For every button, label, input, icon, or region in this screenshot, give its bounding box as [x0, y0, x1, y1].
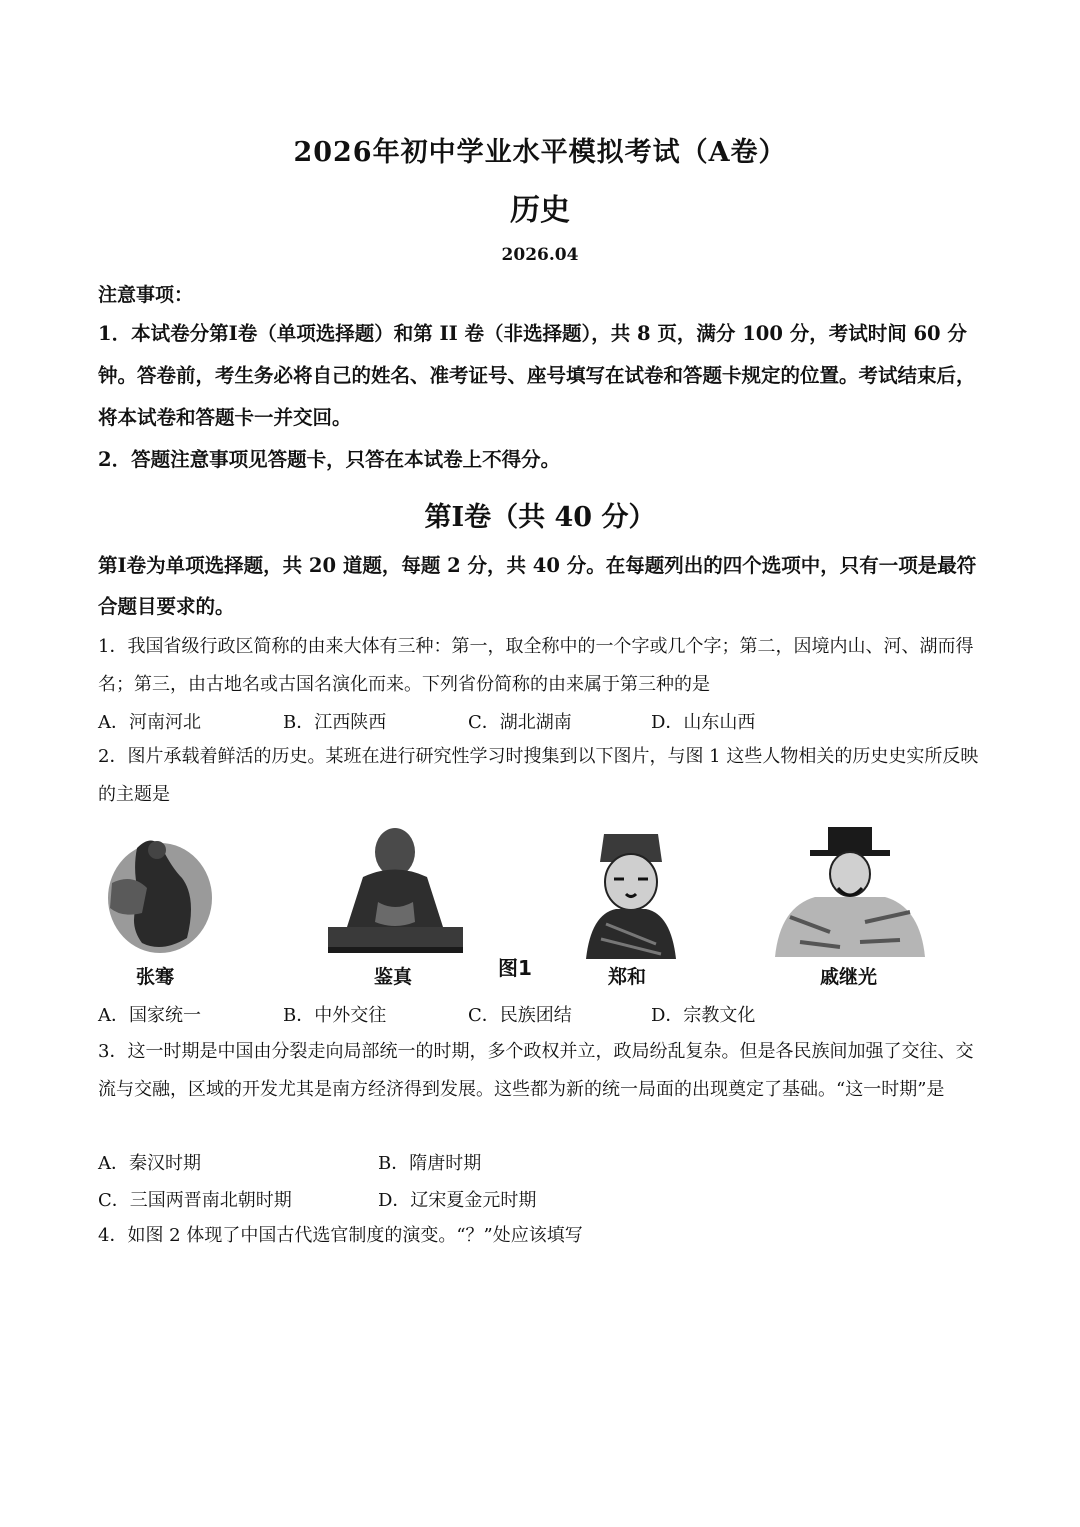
question-2-option-d: D．宗教文化	[651, 1005, 756, 1026]
question-1-option-b: B．江西陕西	[283, 712, 387, 733]
question-1-option-c: C．湖北湖南	[468, 712, 572, 733]
question-3-option-a: A．秦汉时期	[98, 1153, 201, 1174]
question-3-option-d: D．辽宋夏金元时期	[378, 1190, 537, 1211]
question-2-option-a: A．国家统一	[98, 1005, 201, 1026]
section-1-intro: 第Ⅰ卷为单项选择题，共 20 道题，每题 2 分，共 40 分。在每题列出的四个选项中，只有一项是最符合题目要求的。	[98, 554, 977, 618]
notes-block	[98, 277, 988, 481]
figure-1-label-qi-jiguang: 戚继光	[820, 966, 878, 988]
question-3-options-row-1	[98, 1149, 988, 1179]
figure-1-label-jianzhen: 鉴真	[374, 966, 413, 988]
question-4-stem: 4．如图 2 体现了中国古代选官制度的演变。“？”处应该填写	[98, 1225, 583, 1246]
exam-date: 2026.04	[501, 245, 579, 265]
subject-title: 历史	[510, 193, 570, 228]
exam-title: 2026年初中学业水平模拟考试（A卷）	[293, 137, 787, 168]
qi-jiguang-portrait	[770, 822, 930, 962]
section-1-heading: 第Ⅰ卷（共 40 分）	[424, 502, 656, 533]
notes-heading: 注意事项：	[98, 284, 194, 306]
figure-1-label-zhang-qian: 张骞	[136, 966, 175, 988]
question-3-option-c: C．三国两晋南北朝时期	[98, 1190, 292, 1211]
jianzhen-statue	[323, 822, 468, 957]
question-3-option-b: B．隋唐时期	[378, 1153, 482, 1174]
zhang-qian-portrait	[102, 828, 220, 958]
question-3-stem: 3．这一时期是中国由分裂走向局部统一的时期，多个政权并立，政局纷乱复杂。但是各民族间加强了交往、交流与交融，区域的开发尤其是南方经济得到发展。这些都为新的统一局面的出现奠定了基础。“这一时期”是	[98, 1041, 974, 1100]
notes-item-1: 1．本试卷分第Ⅰ卷（单项选择题）和第 II 卷（非选择题），共 8 页，满分 100 分，考试时间 60 分钟。答卷前，考生务必将自己的姓名、准考证号、座号填写在试卷和答题卡规定的位置。考试结束后，将本试卷和答题卡一并交回。	[98, 322, 976, 429]
question-2-stem: 2．图片承载着鲜活的历史。某班在进行研究性学习时搜集到以下图片，与图 1 这些人物相关的历史史实所反映的主题是	[98, 746, 979, 805]
zheng-he-portrait	[576, 824, 686, 959]
notes-item-2: 2．答题注意事项见答题卡，只答在本试卷上不得分。	[98, 448, 561, 471]
question-2	[98, 738, 988, 814]
question-1-option-d: D．山东山西	[651, 712, 756, 733]
question-2-option-b: B．中外交往	[283, 1005, 387, 1026]
question-2-options	[98, 1001, 988, 1031]
question-3-options-row-2	[98, 1186, 988, 1216]
question-1-options	[98, 708, 988, 738]
figure-1	[98, 820, 988, 1000]
question-1-stem: 1．我国省级行政区简称的由来大体有三种：第一，取全称中的一个字或几个字；第二，因境内山、河、湖而得名；第三，由古地名或古国名演化而来。下列省份简称的由来属于第三种的是	[98, 636, 974, 695]
figure-1-caption: 图1	[498, 956, 532, 980]
figure-1-label-zheng-he: 郑和	[608, 966, 647, 988]
question-1	[98, 628, 988, 704]
question-1-option-a: A．河南河北	[98, 712, 201, 733]
question-2-option-c: C．民族团结	[468, 1005, 572, 1026]
question-3	[98, 1033, 988, 1109]
question-4	[98, 1217, 988, 1255]
